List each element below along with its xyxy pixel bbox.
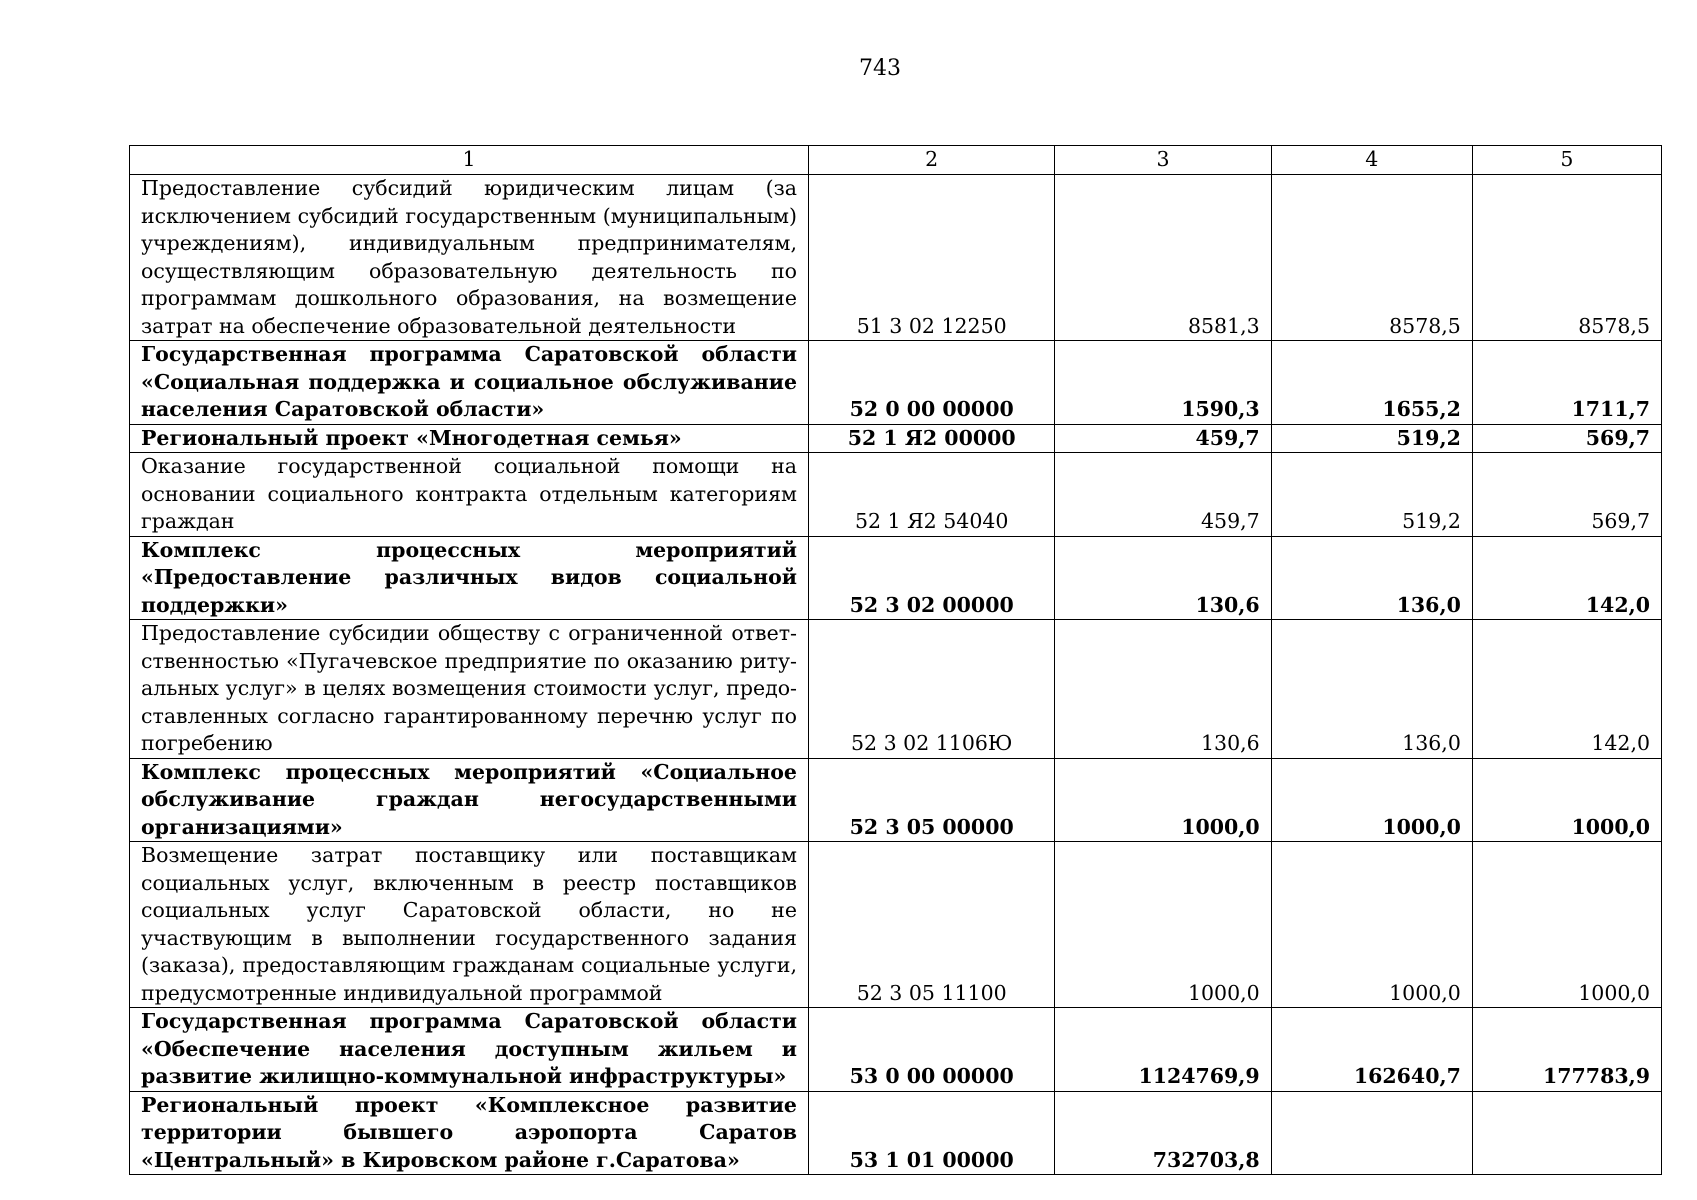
row-value-col3: 1590,3	[1055, 341, 1271, 425]
row-name-cell: Предоставление субсидии обществу с ограниченной ответственностью «Пугачевское предприятие по оказанию ритуальных услуг» в целях возмещения стоимости услуг, предоставленных согласно гарантированному перечню услуг по погребению	[130, 620, 809, 759]
row-code-cell: 52 3 05 11100	[808, 842, 1054, 1008]
row-value-col3: 1000,0	[1055, 842, 1271, 1008]
row-code-cell: 52 3 02 00000	[808, 536, 1054, 620]
row-value-col4: 136,0	[1271, 536, 1472, 620]
row-name-cell: Комплекс процессных мероприятий «Предоставление различных видов социальной поддержки»	[130, 536, 809, 620]
row-code-cell: 53 0 00 00000	[808, 1008, 1054, 1092]
table-row	[130, 758, 1662, 842]
table-row	[130, 453, 1662, 537]
row-value-col5: 569,7	[1472, 453, 1661, 537]
row-value-col5: 1000,0	[1472, 758, 1661, 842]
row-value-col4: 8578,5	[1271, 175, 1472, 341]
table-row	[130, 424, 1662, 453]
row-value-col4: 1000,0	[1271, 758, 1472, 842]
row-code-cell: 52 1 Я2 00000	[808, 424, 1054, 453]
row-value-col3: 130,6	[1055, 620, 1271, 759]
row-name-cell: Оказание государственной социальной помощи на основании социального контракта отдельным категориям граждан	[130, 453, 809, 537]
row-value-col3: 459,7	[1055, 453, 1271, 537]
page-number: 743	[859, 56, 901, 81]
row-value-col4: 136,0	[1271, 620, 1472, 759]
row-value-col3: 459,7	[1055, 424, 1271, 453]
table-row	[130, 842, 1662, 1008]
row-value-col4: 1655,2	[1271, 341, 1472, 425]
row-name-cell: Региональный проект «Комплексное развитие территории бывшего аэропорта Саратов «Центральный» в Кировском районе г.Саратова»	[130, 1091, 809, 1175]
row-value-col3: 1000,0	[1055, 758, 1271, 842]
table-row	[130, 1008, 1662, 1092]
header-col-4: 4	[1271, 146, 1472, 175]
row-value-col4: 519,2	[1271, 453, 1472, 537]
row-code-cell: 51 3 02 12250	[808, 175, 1054, 341]
row-value-col5: 1711,7	[1472, 341, 1661, 425]
row-value-col5: 1000,0	[1472, 842, 1661, 1008]
row-value-col4	[1271, 1091, 1472, 1175]
header-col-2: 2	[808, 146, 1054, 175]
row-name-cell: Комплекс процессных мероприятий «Социальное обслуживание граждан негосударственными организациями»	[130, 758, 809, 842]
table-row	[130, 536, 1662, 620]
row-code-cell: 52 0 00 00000	[808, 341, 1054, 425]
row-value-col5	[1472, 1091, 1661, 1175]
table-header-row	[130, 146, 1662, 175]
row-name-cell: Государственная программа Саратовской области «Социальная поддержка и социальное обслуживание населения Саратовской области»	[130, 341, 809, 425]
row-value-col3: 130,6	[1055, 536, 1271, 620]
header-col-5: 5	[1472, 146, 1661, 175]
header-col-1: 1	[130, 146, 809, 175]
row-value-col3: 732703,8	[1055, 1091, 1271, 1175]
row-value-col3: 8581,3	[1055, 175, 1271, 341]
header-col-3: 3	[1055, 146, 1271, 175]
table-row	[130, 1091, 1662, 1175]
row-code-cell: 53 1 01 00000	[808, 1091, 1054, 1175]
row-code-cell: 52 3 05 00000	[808, 758, 1054, 842]
table-row	[130, 175, 1662, 341]
row-value-col5: 142,0	[1472, 536, 1661, 620]
row-value-col5: 177783,9	[1472, 1008, 1661, 1092]
row-value-col4: 1000,0	[1271, 842, 1472, 1008]
budget-table	[129, 145, 1662, 1175]
row-name-cell: Региональный проект «Многодетная семья»	[130, 424, 809, 453]
row-value-col4: 162640,7	[1271, 1008, 1472, 1092]
row-value-col3: 1124769,9	[1055, 1008, 1271, 1092]
row-name-cell: Возмещение затрат поставщику или поставщикам социальных услуг, включенным в реестр поставщиков социальных услуг Саратовской области, но не участвующим в выполнении государственного задания (заказа), предоставляющим гражданам социальные услуги, предусмотренные индивидуальной программой	[130, 842, 809, 1008]
table-row	[130, 620, 1662, 759]
row-name-cell: Предоставление субсидий юридическим лицам (за исключением субсидий государственным (муниципальным) учреждениям), индивидуальным предпринимателям, осуществляющим образовательную деятельность по программам дошкольного образования, на возмещение затрат на обеспечение образовательной деятельности	[130, 175, 809, 341]
row-value-col5: 8578,5	[1472, 175, 1661, 341]
table-body	[130, 175, 1662, 1175]
row-value-col5: 142,0	[1472, 620, 1661, 759]
row-name-cell: Государственная программа Саратовской области «Обеспечение населения доступным жильем и развитие жилищно-коммунальной инфраструктуры»	[130, 1008, 809, 1092]
row-value-col4: 519,2	[1271, 424, 1472, 453]
row-code-cell: 52 3 02 1106Ю	[808, 620, 1054, 759]
table-row	[130, 341, 1662, 425]
row-code-cell: 52 1 Я2 54040	[808, 453, 1054, 537]
row-value-col5: 569,7	[1472, 424, 1661, 453]
